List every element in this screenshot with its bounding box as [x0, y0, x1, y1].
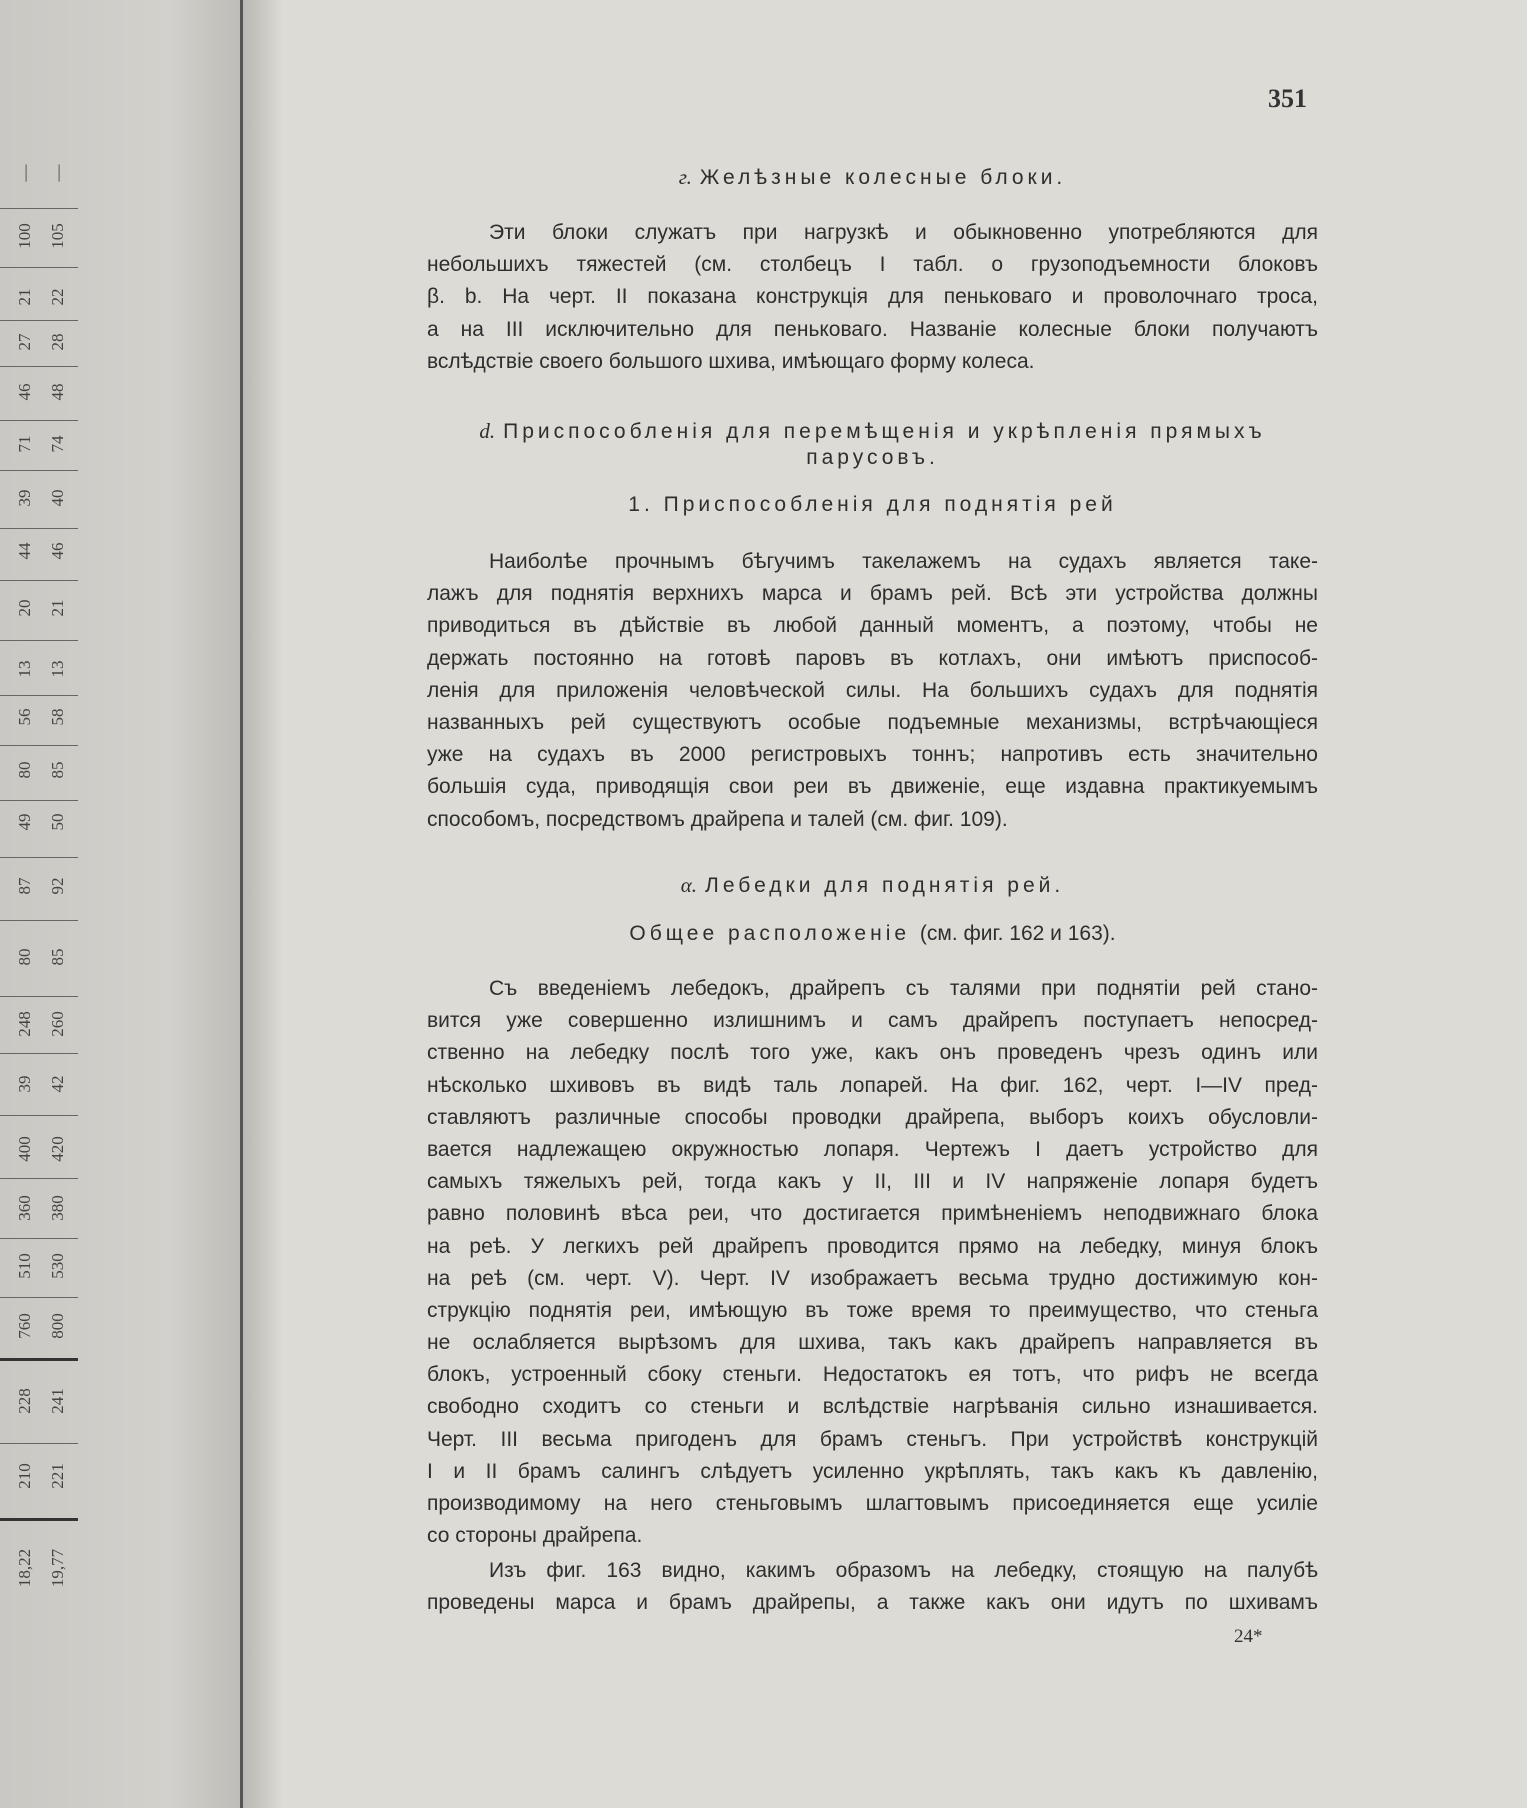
table-cell: 50: [48, 813, 67, 831]
page-number: 351: [1268, 84, 1307, 113]
table-cell: 42: [48, 1075, 67, 1093]
table-cell: 56: [15, 708, 34, 726]
subsection-1-heading: 1. Приспособленія для поднятія рей: [628, 493, 1117, 516]
table-row-divider: [0, 580, 78, 581]
text-line: свободно сходитъ со стеньги и вслѣдствіе нагрѣванія сильно изнашивается.: [427, 1395, 1318, 1419]
table-row-divider: [0, 695, 78, 696]
table-cell: 510: [15, 1253, 34, 1279]
table-cell: 58: [48, 708, 67, 726]
table-cell: 44: [15, 542, 34, 560]
table-cell: 46: [48, 542, 67, 560]
text-line: самыхъ тяжелыхъ рей, тогда какъ у II, III и IV напряженіе лопаря будетъ: [427, 1170, 1318, 1194]
subtitle-ref: (см. фиг. 162 и 163).: [919, 922, 1116, 945]
text-line: I и II брамъ салингъ слѣдуетъ усиленно укрѣплять, такъ какъ къ давленію,: [427, 1459, 1318, 1483]
section-title: Лебедки для поднятія рей.: [705, 874, 1065, 897]
section-d-heading: [427, 419, 1318, 444]
text-line: Съ введеніемъ лебедокъ, драйрепъ съ талями при поднятіи рей стано-: [489, 977, 1318, 1000]
text-line: струкцію поднятія реи, имѣющую въ тоже время то преимущество, что стеньга: [427, 1298, 1318, 1322]
table-row-divider: [0, 996, 78, 997]
table-cell: 13: [15, 660, 34, 678]
table-cell: 18,22: [15, 1548, 34, 1588]
table-cell: 22: [48, 288, 67, 306]
table-row-divider: [0, 745, 78, 746]
subsection-alpha-paragraph: [427, 973, 1318, 1552]
text-line: не ослабляется вырѣзомъ для шхива, такъ какъ драйрепъ направляется въ: [427, 1331, 1318, 1355]
table-row-divider: [0, 1238, 78, 1239]
table-cell: 27: [15, 333, 34, 351]
text-line: на реѣ (см. черт. V). Черт. IV изображаетъ весьма трудно достижимую кон-: [427, 1266, 1318, 1290]
section-title: Желѣзные колесные блоки.: [699, 166, 1067, 189]
text-line: уже на судахъ въ 2000 регистровыхъ тоннъ; напротивъ есть значительно: [427, 743, 1318, 767]
table-cell: 360: [15, 1195, 34, 1221]
table-row-divider: [0, 528, 78, 529]
table-cell: 380: [48, 1195, 67, 1221]
text-line: равно половинѣ вѣса реи, что достигается примѣненіемъ неподвижнаго блока: [427, 1202, 1318, 1226]
table-cell: 80: [15, 948, 34, 966]
table-cell: 46: [15, 383, 34, 401]
table-cell: 400: [15, 1136, 34, 1162]
text-line: вится уже совершенно излишнимъ и самъ драйрепъ поступаетъ непосред-: [427, 1009, 1318, 1033]
table-cell: 21: [15, 288, 34, 306]
table-cell: 19,77: [48, 1548, 67, 1588]
text-line: большія суда, приводящія свои реи въ движеніе, еще издавна практикуемымъ: [427, 775, 1318, 799]
table-cell: 800: [48, 1313, 67, 1339]
section-label: г.: [678, 165, 692, 189]
table-row-divider: [0, 470, 78, 471]
table-cell: 39: [15, 1075, 34, 1093]
text-line: а на III исключительно для пеньковаго. Названіе колесные блоки получаютъ: [427, 317, 1318, 341]
text-line: небольшихъ тяжестей (см. столбецъ I табл. о грузоподъемности блоковъ: [427, 253, 1318, 277]
text-line: Черт. III весьма пригоденъ для брамъ стеньгъ. При устройствѣ конструкцій: [427, 1427, 1318, 1451]
subsection-1-paragraph: [427, 546, 1318, 836]
table-cell: 39: [15, 489, 34, 507]
table-cell: 48: [48, 383, 67, 401]
table-cell: 28: [48, 333, 67, 351]
text-line: названныхъ рей существуютъ особые подъемные механизмы, встрѣчающіеся: [427, 710, 1318, 734]
table-cell: 248: [15, 1011, 34, 1037]
table-cell: 21: [48, 599, 67, 617]
text-line: производимому на него стеньговымъ шлагтовымъ присоединяется еще усиліе: [427, 1492, 1318, 1515]
table-cell: 760: [15, 1313, 34, 1339]
section-d-heading-cont: парусовъ.: [806, 446, 939, 469]
table-cell: 85: [48, 761, 67, 779]
text-line: ставляютъ различные способы проводки драйрепа, выборъ коихъ обусловли-: [427, 1105, 1318, 1129]
subtitle-text: Общее расположеніе: [629, 922, 911, 945]
text-line: блокъ, устроенный сбоку стеньги. Недостатокъ ея тотъ, что рифъ не всегда: [427, 1363, 1318, 1387]
table-row-divider: [0, 1115, 78, 1116]
text-line: Изъ фиг. 163 видно, какимъ образомъ на лебедку, стоящую на палубѣ: [489, 1559, 1318, 1582]
table-row-divider: [0, 1297, 78, 1298]
table-row-divider: [0, 1178, 78, 1179]
text-line: вслѣдствіе своего большого шхива, имѣющаго форму колеса.: [427, 349, 1035, 373]
table-cell: —: [15, 164, 34, 182]
table-cell: 210: [15, 1463, 34, 1489]
gutter-shadow: [243, 0, 283, 1808]
text-line: вается надлежащею окружностью лопаря. Чертежъ I даетъ устройство для: [427, 1137, 1318, 1161]
table-row-divider: [0, 267, 78, 268]
table-row-divider: [0, 1053, 78, 1054]
table-row-divider: [0, 320, 78, 321]
table-cell: 228: [15, 1388, 34, 1414]
text-line: лажъ для поднятія верхнихъ марса и брамъ рей. Всѣ эти устройства должны: [427, 582, 1318, 606]
text-line: β. b. На черт. II показана конструкція для пеньковаго и проволочнаго троса,: [427, 285, 1318, 309]
text-line: держать постоянно на готовѣ паровъ въ котлахъ, они имѣютъ приспособ-: [427, 646, 1318, 670]
signature-mark: 24*: [1234, 1626, 1263, 1647]
text-line: способомъ, посредствомъ драйрепа и талей (см. фиг. 109).: [427, 807, 1008, 831]
text-line: ственно на лебедку послѣ того уже, какъ онъ проведенъ чрезъ одинъ или: [427, 1041, 1318, 1065]
subsection-alpha-heading: [427, 873, 1318, 898]
text-line: Наиболѣе прочнымъ бѣгучимъ такелажемъ на судахъ является таке-: [489, 550, 1318, 573]
table-cell: 221: [48, 1463, 67, 1489]
text-line: проведены марса и брамъ драйрепы, а также какъ они идутъ по шхивамъ: [427, 1591, 1318, 1615]
table-cell: 20: [15, 599, 34, 617]
table-row-divider: [0, 920, 78, 921]
text-line: ленія для приложенія человѣческой силы. На большихъ судахъ для поднятія: [427, 678, 1318, 702]
table-cell: 420: [48, 1136, 67, 1162]
table-cell: 40: [48, 489, 67, 507]
section-g-paragraph: [427, 217, 1318, 378]
section-label: d.: [479, 419, 496, 443]
table-cell: 87: [15, 877, 34, 895]
table-row-divider: [0, 420, 78, 421]
subsection-alpha-paragraph-2: [427, 1555, 1318, 1619]
table-cell: 100: [15, 223, 34, 249]
table-cell: 71: [15, 435, 34, 453]
table-cell: 530: [48, 1253, 67, 1279]
table-cell: 241: [48, 1388, 67, 1414]
table-row-divider: [0, 640, 78, 641]
table-cell: 74: [48, 435, 67, 453]
table-row-divider: [0, 1443, 78, 1444]
table-row-divider: [0, 366, 78, 367]
text-line: Эти блоки служатъ при нагрузкѣ и обыкновенно употребляются для: [489, 221, 1318, 244]
text-line: приводиться въ дѣйствіе въ любой данный моментъ, а поэтому, чтобы не: [427, 614, 1318, 638]
table-cell: 49: [15, 813, 34, 831]
table-cell: 105: [48, 223, 67, 249]
section-title: Приспособленія для перемѣщенія и укрѣпленія прямыхъ: [503, 420, 1266, 443]
table-row-divider: [0, 1358, 78, 1361]
text-line: нѣсколько шхивовъ въ видѣ таль лопарей. На фиг. 162, черт. I—IV пред-: [427, 1073, 1318, 1097]
subsection-alpha-subtitle: [427, 922, 1318, 946]
table-cell: 85: [48, 948, 67, 966]
section-g-heading: [427, 165, 1318, 190]
table-row-divider: [0, 1518, 78, 1521]
table-row-divider: [0, 857, 78, 858]
left-page-edge: [0, 0, 242, 1808]
table-row-divider: [0, 208, 78, 209]
table-cell: —: [48, 164, 67, 182]
table-row-divider: [0, 800, 78, 801]
text-line: на реѣ. У легкихъ рей драйрепъ проводится прямо на лебедку, минуя блокъ: [427, 1234, 1318, 1258]
table-cell: 80: [15, 761, 34, 779]
table-cell: 92: [48, 877, 67, 895]
text-line: со стороны драйрепа.: [427, 1524, 643, 1548]
table-cell: 260: [48, 1011, 67, 1037]
section-label: α.: [680, 873, 698, 897]
table-cell: 13: [48, 660, 67, 678]
